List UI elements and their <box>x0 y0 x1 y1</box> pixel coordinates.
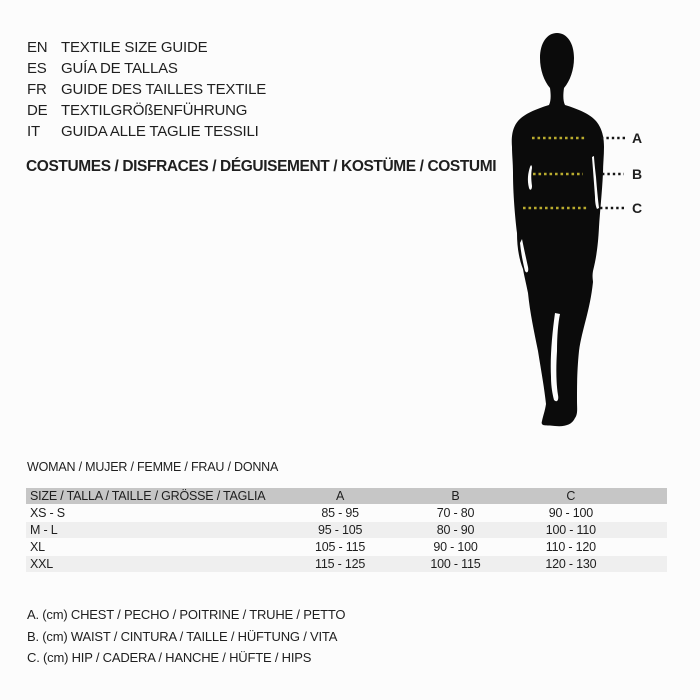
size-cell: XS - S <box>26 505 282 522</box>
language-label: GUIDE DES TAILLES TEXTILE <box>61 81 267 98</box>
measurement-figure <box>480 25 680 455</box>
size-cell: XL <box>26 539 282 556</box>
col-header-a: A <box>282 488 397 505</box>
language-row-fr <box>27 79 266 100</box>
hip-cell: 100 - 110 <box>513 522 628 539</box>
waist-cell: 100 - 115 <box>398 556 513 573</box>
measure-label-a: A <box>632 130 643 146</box>
size-table-header-row <box>26 488 667 505</box>
language-code: FR <box>27 81 47 98</box>
size-cell: M - L <box>26 522 282 539</box>
measurement-legend <box>27 604 345 669</box>
filler-cell <box>629 505 667 522</box>
waist-cell: 90 - 100 <box>398 539 513 556</box>
hip-cell: 120 - 130 <box>513 556 628 573</box>
language-label: GUÍA DE TALLAS <box>61 60 178 77</box>
legend-item-hip: C. (cm) HIP / CADERA / HANCHE / HÜFTE / HIPS <box>27 650 312 665</box>
language-row-it <box>27 121 266 142</box>
filler-cell <box>629 522 667 539</box>
woman-silhouette <box>512 33 604 426</box>
size-cell: XXL <box>26 556 282 573</box>
filler-cell <box>629 556 667 573</box>
chest-cell: 85 - 95 <box>282 505 397 522</box>
legend-item-waist: B. (cm) WAIST / CINTURA / TAILLE / HÜFTUNG / VITA <box>27 628 338 644</box>
language-code: IT <box>27 123 40 140</box>
waist-cell: 70 - 80 <box>398 505 513 522</box>
col-header-c: C <box>513 488 628 505</box>
filler-cell <box>629 539 667 556</box>
language-label: TEXTILGRÖßENFÜHRUNG <box>61 102 248 119</box>
category-title: COSTUMES / DISFRACES / DÉGUISEMENT / KOSTÜME / COSTUMI <box>26 158 497 175</box>
language-row-es <box>27 58 266 79</box>
col-header-b: B <box>398 488 513 505</box>
language-label: GUIDA ALLE TAGLIE TESSILI <box>61 123 259 140</box>
language-label: TEXTILE SIZE GUIDE <box>61 39 208 56</box>
hip-cell: 110 - 120 <box>513 539 628 556</box>
language-code: EN <box>27 39 48 56</box>
language-code: ES <box>27 60 47 77</box>
table-row <box>26 505 667 522</box>
measure-label-c: C <box>632 200 643 216</box>
table-row <box>26 539 667 556</box>
measure-label-b: B <box>632 166 643 182</box>
language-row-de <box>27 100 266 121</box>
language-list <box>27 37 266 142</box>
col-header-size: SIZE / TALLA / TAILLE / GRÖSSE / TAGLIA <box>26 488 282 505</box>
language-row-en <box>27 37 266 58</box>
woman-silhouette-graphic <box>480 25 670 455</box>
chest-cell: 95 - 105 <box>282 522 397 539</box>
language-code: DE <box>27 102 48 119</box>
waist-cell: 80 - 90 <box>398 522 513 539</box>
table-row <box>26 522 667 539</box>
legend-item-chest: A. (cm) CHEST / PECHO / POITRINE / TRUHE / PETTO <box>27 607 346 622</box>
table-row <box>26 556 667 573</box>
table-title: WOMAN / MUJER / FEMME / FRAU / DONNA <box>27 460 279 474</box>
hip-cell: 90 - 100 <box>513 505 628 522</box>
size-table <box>26 488 667 573</box>
chest-cell: 115 - 125 <box>282 556 397 573</box>
col-header-filler <box>629 488 667 505</box>
chest-cell: 105 - 115 <box>282 539 397 556</box>
